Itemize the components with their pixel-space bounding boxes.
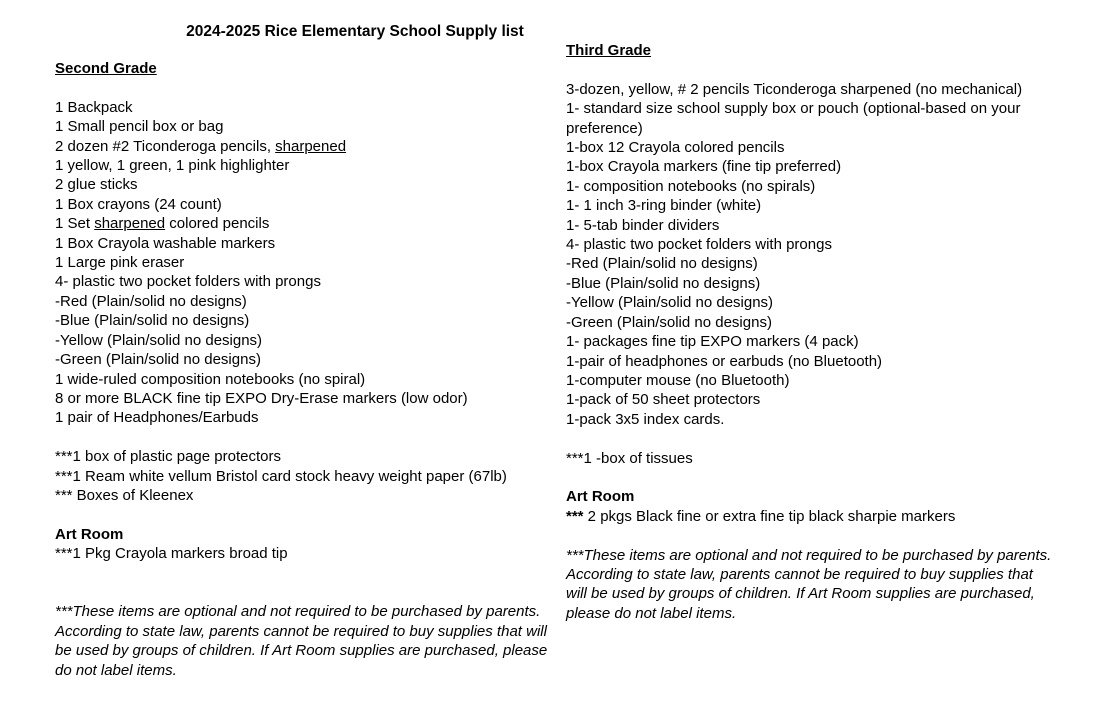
text-line [55, 234, 550, 253]
text-segment: *** [566, 507, 584, 525]
text-line [55, 389, 550, 408]
text-segment: Second Grade [55, 60, 157, 77]
text-segment: 1 yellow, 1 green, 1 pink highlighter [55, 157, 290, 175]
text-line [55, 253, 550, 272]
text-segment: 1-pack of 50 sheet protectors [566, 391, 761, 409]
text-segment: colored pencils [165, 215, 270, 233]
third-grade-column [566, 41, 1056, 623]
text-segment: 1 Set [55, 215, 95, 233]
text-line [566, 410, 1056, 429]
text-line [566, 332, 1056, 351]
text-segment: -Yellow (Plain/solid no designs) [566, 294, 774, 312]
text-segment: *** Boxes of Kleenex [55, 486, 194, 504]
text-line [55, 137, 550, 156]
text-line [566, 80, 1056, 99]
blank-line [55, 428, 550, 447]
text-line [55, 467, 550, 486]
text-segment: -Yellow (Plain/solid no designs) [55, 331, 263, 349]
text-segment: 1-pack 3x5 index cards. [566, 410, 725, 428]
text-segment: 1-box 12 Crayola colored pencils [566, 139, 785, 157]
text-line [55, 272, 550, 291]
text-line [55, 117, 550, 136]
text-segment: 8 or more BLACK fine tip EXPO Dry-Erase markers (low odor) [55, 389, 468, 407]
text-line [566, 254, 1056, 273]
blank-line [566, 429, 1056, 448]
second-grade-column [55, 59, 550, 680]
text-line [55, 447, 550, 466]
text-line [566, 274, 1056, 293]
text-line [55, 544, 550, 563]
text-segment: 2 dozen #2 Ticonderoga pencils, [55, 137, 276, 155]
text-segment: 2 glue sticks [55, 176, 138, 194]
text-line [566, 157, 1056, 176]
text-line [566, 293, 1056, 312]
text-segment: -Red (Plain/solid no designs) [566, 255, 758, 273]
text-line [55, 350, 550, 369]
text-line [566, 235, 1056, 254]
text-line [566, 371, 1056, 390]
text-line [55, 156, 550, 175]
text-segment: 1 pair of Headphones/Earbuds [55, 409, 259, 427]
text-segment: 1- 1 inch 3-ring binder (white) [566, 197, 762, 215]
text-line [566, 313, 1056, 332]
text-line [566, 177, 1056, 196]
text-line [566, 507, 1056, 526]
text-segment: 1 Box Crayola washable markers [55, 234, 276, 252]
text-segment: sharpened [94, 215, 166, 233]
text-line [55, 486, 550, 505]
text-segment: Art Room [55, 525, 124, 543]
art-room-heading [566, 487, 1056, 506]
text-line [55, 175, 550, 194]
text-segment: -Blue (Plain/solid no designs) [55, 312, 250, 330]
blank-line [55, 505, 550, 524]
text-segment: 1 Small pencil box or bag [55, 118, 224, 136]
text-segment: 4- plastic two pocket folders with prongs [566, 236, 832, 254]
text-segment: ***1 -box of tissues [566, 449, 693, 467]
text-segment: 3-dozen, yellow, # 2 pencils Ticonderoga sharpened (no mechanical) [566, 80, 1023, 98]
text-line [55, 214, 550, 233]
text-line [566, 138, 1056, 157]
text-segment: ***These items are optional and not required to be purchased by parents. According to state law, parents cannot be required to buy supplies that will be used by groups of children. If Art Room supplies are purchased, please do not label items. [55, 603, 548, 679]
text-segment: 2 pkgs Black fine or extra fine tip black sharpie markers [583, 507, 956, 525]
text-segment: ***1 Ream white vellum Bristol card stock heavy weight paper (67lb) [55, 467, 507, 485]
blank-line [55, 564, 550, 583]
text-segment: 1 Backpack [55, 98, 133, 116]
text-segment: 1-box Crayola markers (fine tip preferred) [566, 158, 842, 176]
blank-line [566, 60, 1056, 79]
art-room-heading [55, 525, 550, 544]
blank-line [566, 526, 1056, 545]
document-title: 2024-2025 Rice Elementary School Supply list [186, 23, 524, 40]
text-line [55, 98, 550, 117]
text-segment: 4- plastic two pocket folders with prongs [55, 273, 321, 291]
text-line [566, 196, 1056, 215]
text-line [566, 352, 1056, 371]
text-segment: 1 Box crayons (24 count) [55, 195, 222, 213]
text-line [566, 216, 1056, 235]
text-segment: ***1 box of plastic page protectors [55, 448, 281, 466]
optional-items-note [55, 602, 550, 680]
blank-line [55, 78, 550, 97]
text-segment: 1 Large pink eraser [55, 254, 185, 272]
text-segment: 1- packages fine tip EXPO markers (4 pack) [566, 333, 859, 351]
text-segment: -Red (Plain/solid no designs) [55, 292, 247, 310]
text-segment: 1- standard size school supply box or pouch (optional-based on your preference) [566, 100, 1021, 137]
text-line [55, 408, 550, 427]
text-line [566, 99, 1056, 138]
text-line [55, 370, 550, 389]
text-segment: sharpened [275, 137, 347, 155]
text-segment: -Green (Plain/solid no designs) [55, 351, 261, 369]
text-line [55, 331, 550, 350]
text-segment: 1-pair of headphones or earbuds (no Bluetooth) [566, 352, 883, 370]
text-segment: 1- composition notebooks (no spirals) [566, 177, 816, 195]
text-line [55, 292, 550, 311]
text-segment: 1- 5-tab binder dividers [566, 216, 720, 234]
blank-line [55, 583, 550, 602]
text-segment: -Green (Plain/solid no designs) [566, 313, 772, 331]
text-segment: ***These items are optional and not required to be purchased by parents. According to state law, parents cannot be required to buy supplies that will be used by groups of children. If Art Room supplies are purchased, please do not label items. [566, 546, 1052, 622]
text-line [566, 390, 1056, 409]
text-segment: Art Room [566, 488, 635, 506]
text-line [55, 311, 550, 330]
text-segment: ***1 Pkg Crayola markers broad tip [55, 545, 288, 563]
text-segment: 1-computer mouse (no Bluetooth) [566, 371, 790, 389]
optional-items-note [566, 546, 1056, 624]
text-line [566, 449, 1056, 468]
text-segment: Third Grade [566, 42, 652, 59]
second-grade-heading [55, 59, 550, 78]
text-segment: -Blue (Plain/solid no designs) [566, 274, 761, 292]
text-line [55, 195, 550, 214]
blank-line [566, 468, 1056, 487]
text-segment: 1 wide-ruled composition notebooks (no spiral) [55, 370, 366, 388]
third-grade-heading [566, 41, 1056, 60]
